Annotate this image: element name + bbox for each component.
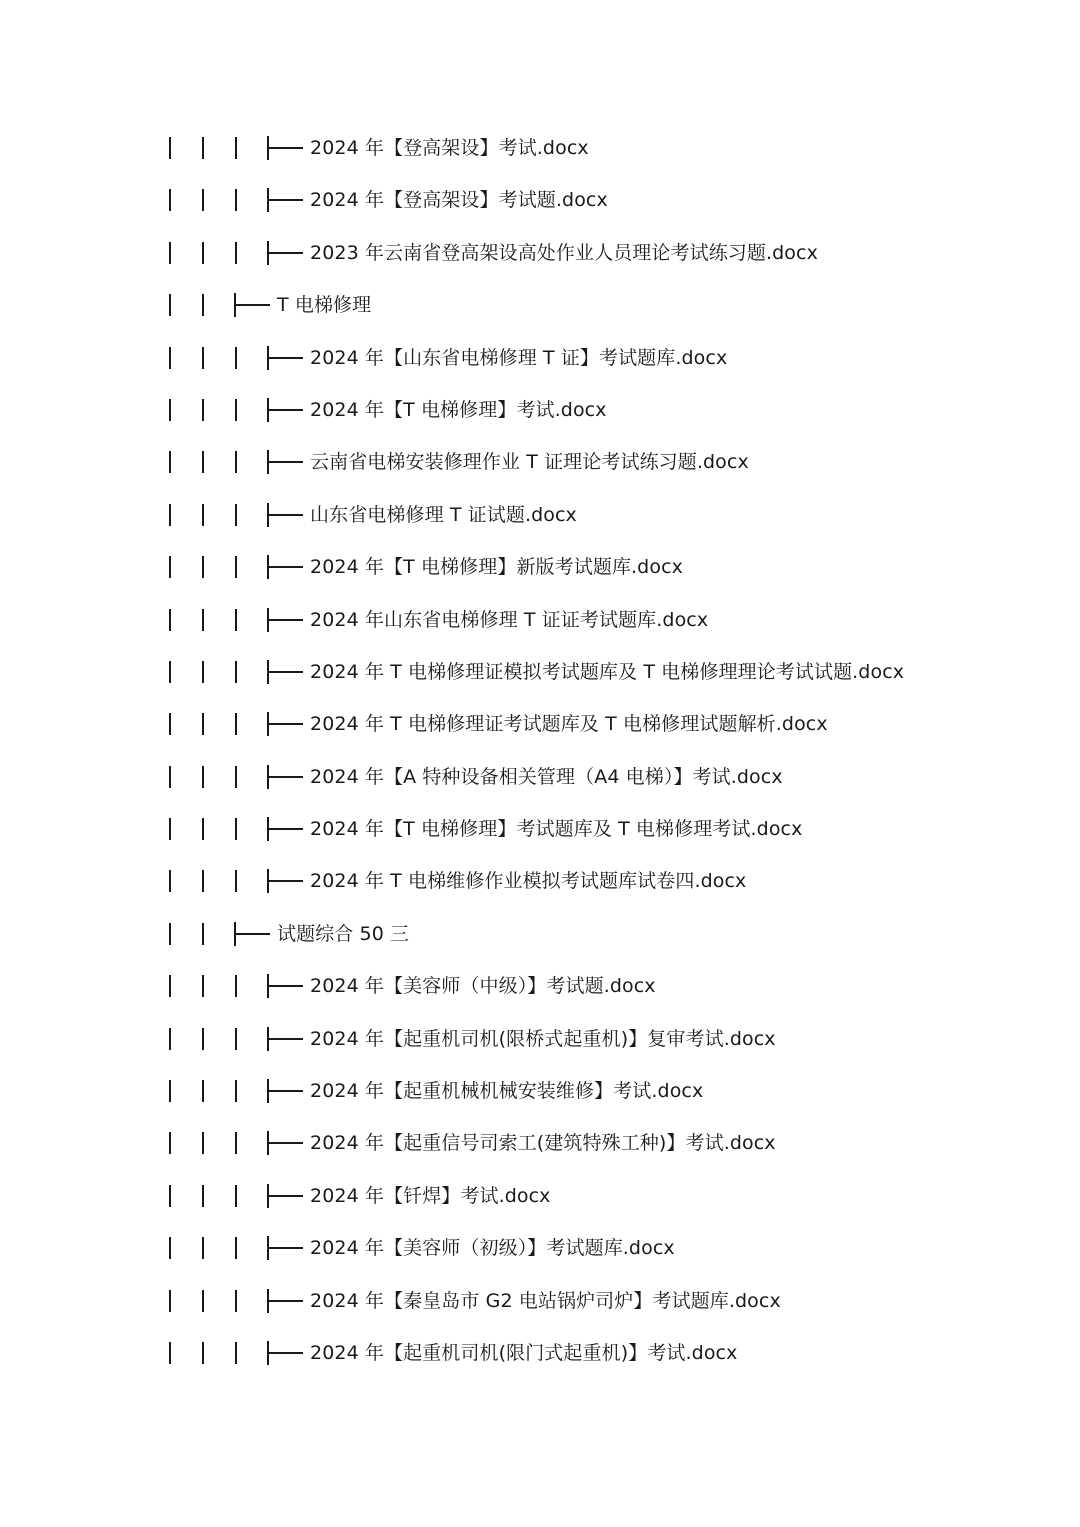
tree-guide-line — [202, 451, 204, 473]
file-name: 2024 年 T 电梯修理证模拟考试题库及 T 电梯修理理论考试试题.docx — [310, 660, 905, 683]
tree-guide-line — [235, 556, 237, 578]
tree-guide-line — [169, 1290, 171, 1312]
tree-guide-line — [202, 1132, 204, 1154]
file-name: 2024 年 T 电梯修理证考试题库及 T 电梯修理试题解析.docx — [310, 713, 828, 736]
tree-guide-line — [235, 347, 237, 369]
file-name: 2024 年【起重机司机(限门式起重机)】考试.docx — [310, 1341, 738, 1364]
tree-guide-line — [235, 242, 237, 264]
tree-guide-line — [169, 1132, 171, 1154]
file-row — [160, 227, 1040, 279]
tree-guide-line — [169, 1342, 171, 1364]
file-row — [160, 489, 1040, 541]
tree-guide-line — [169, 923, 171, 945]
tree-guide-line — [235, 1237, 237, 1259]
file-row — [160, 436, 1040, 488]
file-tree — [160, 122, 1040, 1379]
folder-name: 试题综合 50 三 — [277, 922, 410, 945]
file-name: 2024 年【起重机司机(限桥式起重机)】复审考试.docx — [310, 1027, 776, 1050]
tree-guide-line — [202, 242, 204, 264]
file-row — [160, 803, 1040, 855]
tree-guide-line — [235, 1342, 237, 1364]
tree-guide-line — [169, 1185, 171, 1207]
file-name: 2024 年【登高架设】考试题.docx — [310, 189, 608, 212]
tree-guide-line — [202, 766, 204, 788]
tree-guide-line — [235, 766, 237, 788]
tree-guide-line — [202, 661, 204, 683]
file-name: 2024 年【T 电梯修理】新版考试题库.docx — [310, 556, 683, 579]
tree-guide-line — [202, 713, 204, 735]
file-name: 2024 年山东省电梯修理 T 证证考试题库.docx — [310, 608, 709, 631]
tree-guide-line — [202, 1237, 204, 1259]
file-name: 2024 年【起重信号司索工(建筑特殊工种)】考试.docx — [310, 1132, 776, 1155]
tree-guide-line — [235, 975, 237, 997]
file-row — [160, 698, 1040, 750]
tree-guide-line — [202, 1028, 204, 1050]
tree-guide-line — [169, 766, 171, 788]
tree-guide-line — [235, 1132, 237, 1154]
file-row — [160, 960, 1040, 1012]
tree-guide-line — [202, 975, 204, 997]
file-name: 2024 年【秦皇岛市 G2 电站锅炉司炉】考试题库.docx — [310, 1289, 781, 1312]
file-name: 2024 年【T 电梯修理】考试.docx — [310, 398, 607, 421]
tree-guide-line — [235, 870, 237, 892]
file-row — [160, 855, 1040, 907]
file-row — [160, 1065, 1040, 1117]
tree-guide-line — [169, 1028, 171, 1050]
tree-guide-line — [202, 1342, 204, 1364]
file-name: 2024 年【T 电梯修理】考试题库及 T 电梯修理考试.docx — [310, 818, 803, 841]
tree-guide-line — [202, 399, 204, 421]
file-row — [160, 1222, 1040, 1274]
folder-row — [160, 908, 1040, 960]
tree-guide-line — [235, 818, 237, 840]
file-name: 2024 年【起重机械机械安装维修】考试.docx — [310, 1080, 704, 1103]
tree-guide-line — [202, 189, 204, 211]
tree-guide-line — [202, 137, 204, 159]
folder-name: T 电梯修理 — [277, 294, 372, 317]
file-row — [160, 1170, 1040, 1222]
tree-guide-line — [169, 451, 171, 473]
tree-guide-line — [235, 189, 237, 211]
tree-guide-line — [202, 1185, 204, 1207]
file-name: 山东省电梯修理 T 证试题.docx — [310, 503, 577, 526]
tree-guide-line — [169, 661, 171, 683]
file-row — [160, 751, 1040, 803]
tree-guide-line — [235, 1028, 237, 1050]
file-row — [160, 1275, 1040, 1327]
file-name: 2023 年云南省登高架设高处作业人员理论考试练习题.docx — [310, 241, 818, 264]
tree-guide-line — [169, 975, 171, 997]
file-row — [160, 384, 1040, 436]
tree-guide-line — [202, 609, 204, 631]
tree-guide-line — [202, 923, 204, 945]
file-name: 2024 年【山东省电梯修理 T 证】考试题库.docx — [310, 346, 728, 369]
tree-guide-line — [235, 1185, 237, 1207]
file-row — [160, 122, 1040, 174]
file-row — [160, 1327, 1040, 1379]
tree-guide-line — [202, 294, 204, 316]
tree-guide-line — [202, 556, 204, 578]
tree-guide-line — [169, 1237, 171, 1259]
tree-guide-line — [235, 137, 237, 159]
tree-guide-line — [169, 504, 171, 526]
tree-guide-line — [235, 1080, 237, 1102]
tree-guide-line — [235, 451, 237, 473]
tree-guide-line — [235, 1290, 237, 1312]
tree-guide-line — [169, 189, 171, 211]
file-name: 2024 年【美容师（初级）】考试题库.docx — [310, 1237, 675, 1260]
tree-guide-line — [202, 347, 204, 369]
tree-guide-line — [235, 713, 237, 735]
tree-guide-line — [235, 399, 237, 421]
tree-guide-line — [169, 713, 171, 735]
tree-guide-line — [202, 870, 204, 892]
file-name: 2024 年【钎焊】考试.docx — [310, 1184, 551, 1207]
tree-guide-line — [169, 818, 171, 840]
file-row — [160, 1117, 1040, 1169]
tree-guide-line — [169, 242, 171, 264]
tree-guide-line — [202, 1080, 204, 1102]
file-row — [160, 1013, 1040, 1065]
file-row — [160, 541, 1040, 593]
tree-guide-line — [169, 870, 171, 892]
tree-guide-line — [169, 137, 171, 159]
tree-guide-line — [169, 1080, 171, 1102]
tree-guide-line — [235, 609, 237, 631]
tree-guide-line — [202, 1290, 204, 1312]
tree-guide-line — [169, 609, 171, 631]
file-name: 2024 年【登高架设】考试.docx — [310, 137, 589, 159]
tree-guide-line — [169, 294, 171, 316]
tree-guide-line — [169, 399, 171, 421]
file-row — [160, 594, 1040, 646]
file-name: 2024 年【A 特种设备相关管理（A4 电梯）】考试.docx — [310, 765, 783, 788]
file-row — [160, 174, 1040, 226]
tree-guide-line — [202, 504, 204, 526]
tree-guide-line — [235, 504, 237, 526]
file-row — [160, 332, 1040, 384]
tree-guide-line — [169, 556, 171, 578]
file-name: 2024 年【美容师（中级）】考试题.docx — [310, 975, 656, 998]
tree-guide-line — [235, 661, 237, 683]
tree-guide-line — [202, 818, 204, 840]
tree-guide-line — [169, 347, 171, 369]
file-name: 云南省电梯安装修理作业 T 证理论考试练习题.docx — [310, 451, 749, 474]
folder-row — [160, 279, 1040, 331]
file-row — [160, 646, 1040, 698]
file-name: 2024 年 T 电梯维修作业模拟考试题库试卷四.docx — [310, 870, 747, 893]
